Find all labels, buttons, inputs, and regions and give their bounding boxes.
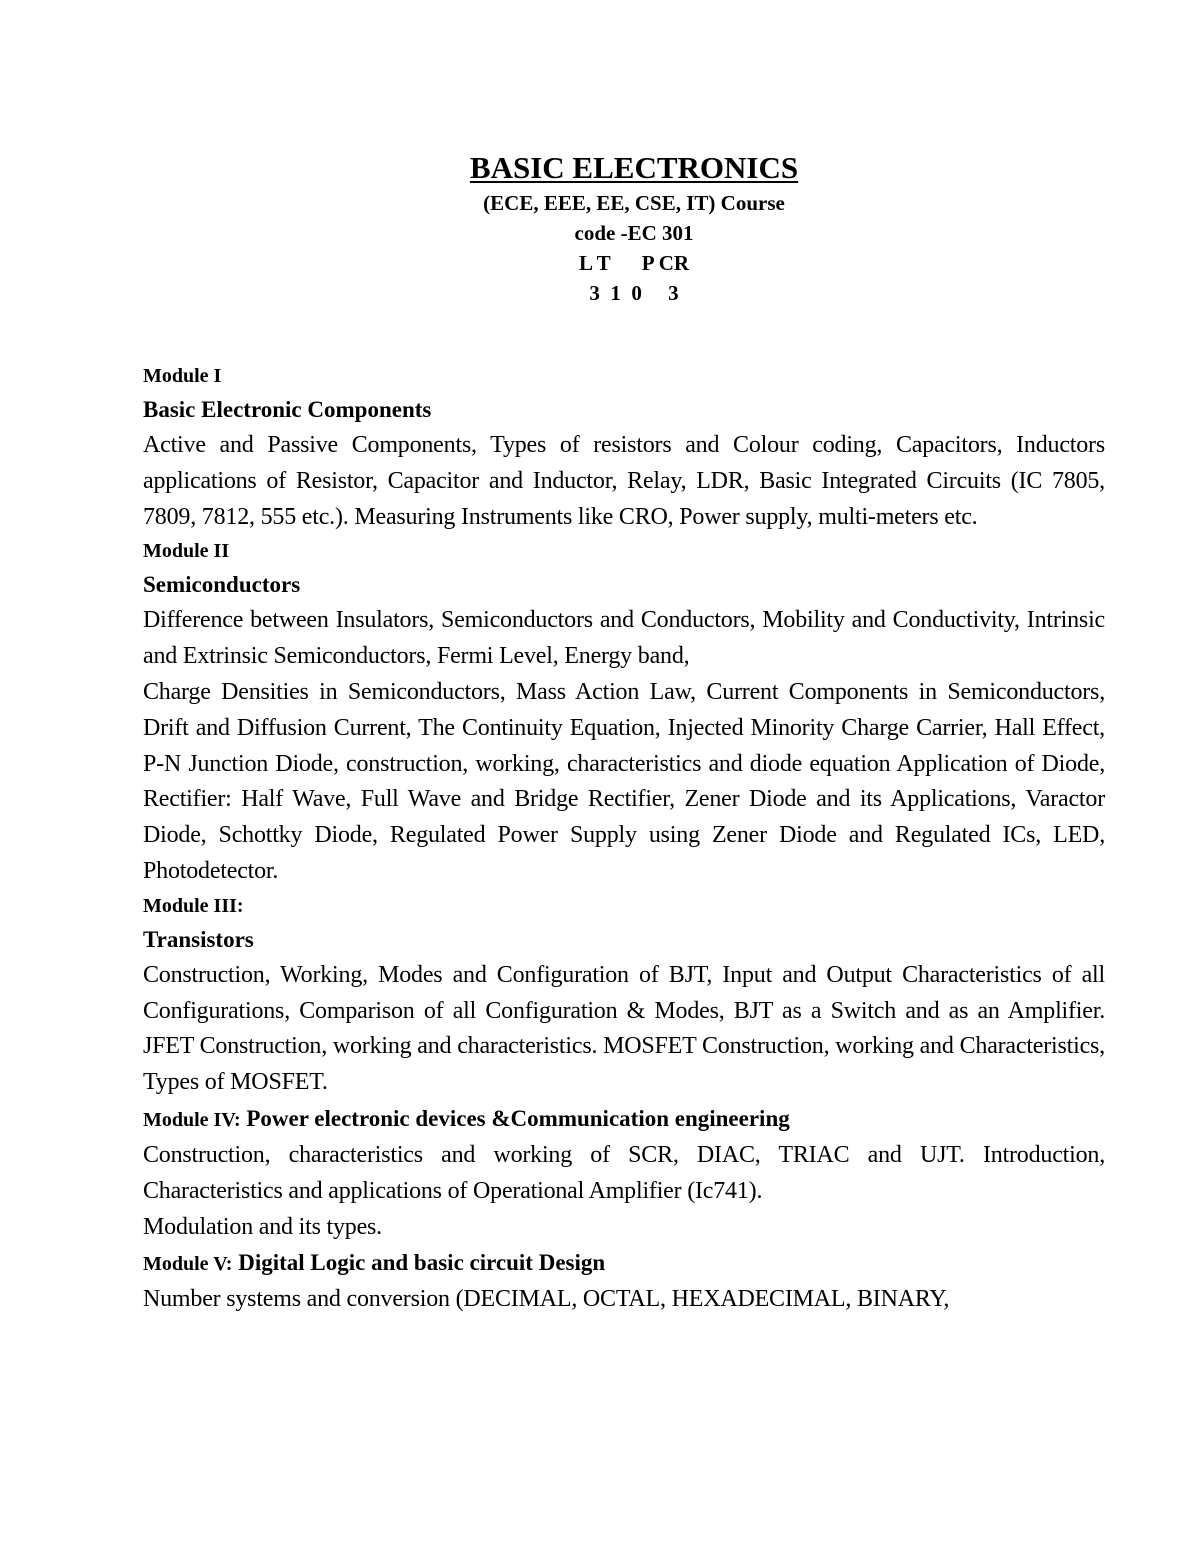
course-title: BASIC ELECTRONICS — [469, 150, 799, 185]
module-description: Difference between Insulators, Semiconductors and Conductors, Mobility and Conductivity, Intrinsic and Extrinsic Semiconductors, Fermi Level, Energy band, — [143, 607, 1105, 670]
module-5 — [143, 1245, 1105, 1318]
module-description: Modulation and its types. — [143, 1213, 382, 1240]
module-1 — [143, 360, 1105, 535]
module-4 — [143, 1101, 1105, 1245]
module-label: Module III: — [143, 894, 244, 917]
module-heading: Semiconductors — [143, 572, 301, 598]
module-description: Construction, Working, Modes and Configuration of BJT, Input and Output Characteristics of all Configurations, Comparison of all Configuration & Modes, BJT as a Switch and as an Amplifier. JFET Construction, working and characteristics. MOSFET Construction, working and Characteristics, Types of MOSFET. — [143, 961, 1105, 1096]
module-description: Number systems and conversion (DECIMAL, OCTAL, HEXADECIMAL, BINARY, — [143, 1286, 950, 1313]
ltp-labels: L T P CR — [578, 251, 690, 275]
module-heading: Digital Logic and basic circuit Design — [238, 1250, 606, 1276]
module-heading: Transistors — [143, 926, 254, 952]
course-branches: (ECE, EEE, EE, CSE, IT) Course — [483, 191, 785, 215]
module-title-line — [143, 1245, 1105, 1282]
module-label: Module II — [143, 540, 230, 563]
module-label: Module IV: — [143, 1108, 241, 1131]
module-description: Construction, characteristics and working of SCR, DIAC, TRIAC and UJT. Introduction, Characteristics and applications of Operational Amplifier (Ic741). — [143, 1141, 1105, 1204]
ltp-values: 3 1 0 3 — [589, 281, 679, 305]
module-2 — [143, 535, 1105, 889]
module-description: Charge Densities in Semiconductors, Mass Action Law, Current Components in Semiconductors, Drift and Diffusion Current, The Continuity Equation, Injected Minority Charge Carrier, Hall Effect, P-N Junction Diode, construction, working, characteristics and diode equation Application of Diode, Rectifier: Half Wave, Full Wave and Bridge Rectifier, Zener Diode and its Applications, Varactor Diode, Schottky Diode, Regulated Power Supply using Zener Diode and Regulated ICs, LED, Photodetector. — [143, 678, 1105, 884]
course-code: code -EC 301 — [574, 221, 694, 245]
syllabus-content — [143, 360, 1105, 1318]
module-title-line — [143, 1101, 1105, 1138]
module-3 — [143, 890, 1105, 1101]
module-heading: Power electronic devices &Communication engineering — [246, 1105, 790, 1131]
module-description: Active and Passive Components, Types of resistors and Colour coding, Capacitors, Inductors applications of Resistor, Capacitor and Inductor, Relay, LDR, Basic Integrated Circuits (IC 7805, 7809, 7812, 555 etc.). Measuring Instruments like CRO, Power supply, multi-meters etc. — [143, 432, 1105, 530]
module-label: Module I — [143, 365, 222, 387]
course-header — [0, 148, 1200, 308]
module-heading: Basic Electronic Components — [143, 397, 432, 422]
module-label: Module V: — [143, 1253, 233, 1276]
